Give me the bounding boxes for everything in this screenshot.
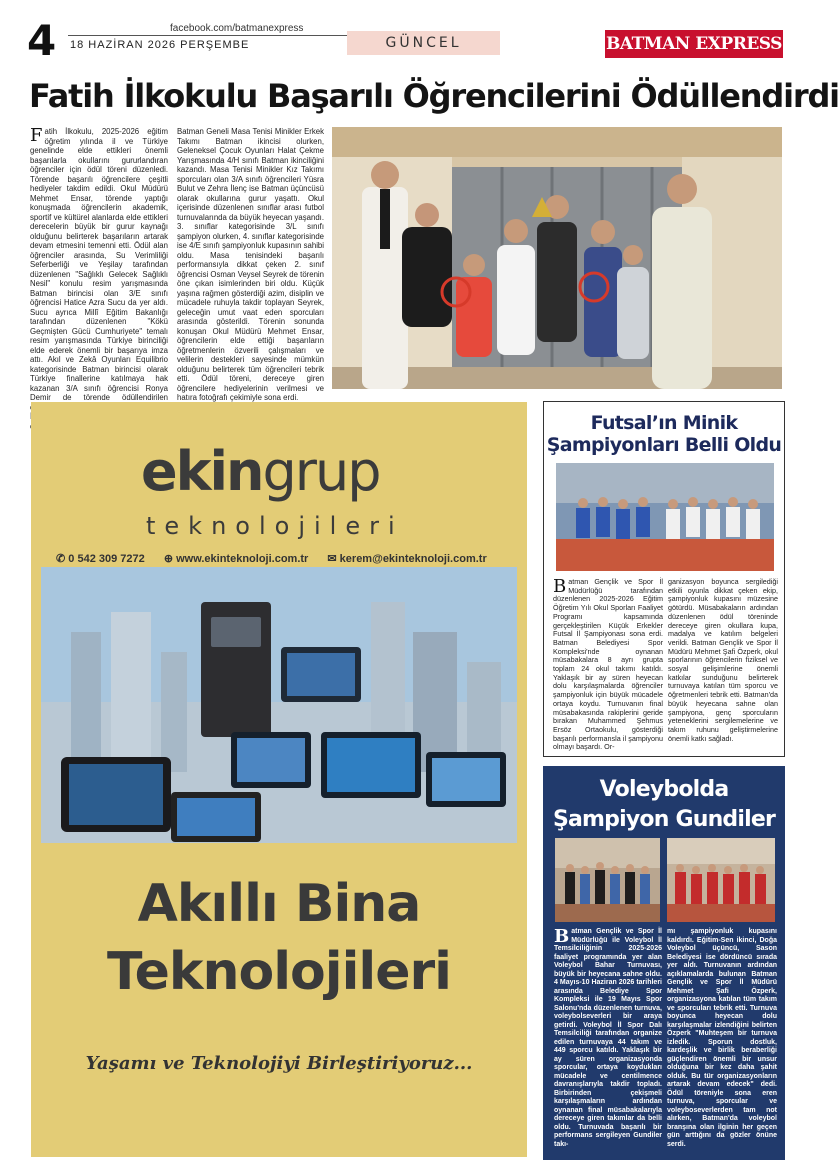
voleybol-headline-line-1: Voleybolda	[599, 777, 729, 802]
ekin-grup-logo	[141, 442, 379, 502]
mail-icon: ✉	[327, 553, 340, 565]
ad-email[interactable]: kerem@ekinteknoloji.com.tr	[339, 553, 487, 565]
futsal-column-2: ganizasyon boyunca sergilediği etkili oyunla dikkat çeken ekip, şampiyonluk kupasını müzesine götürdü. Müsabakaların ardından düzenlenen ödül töreninde dereceye giren okullara kupa, madalya ve katılım belgeleri verildi. Batman Gençlik ve Spor İl Müdürü Mehmet Şafi Özperk, okul sporlarının öğrencilerin fiziksel ve sosyal gelişimlerine önemli katkılar sunduğunu belirterek turnuvaya katılan tüm sporcu ve öğretmenleri tebrik etti. Batman'da büyük heyecana sahne olan şampiyona, genç sporcuların yeteneklerini sergilemelerine ve takım ruhunu geliştirmelerine önemli katkı sağladı.	[668, 577, 778, 743]
futsal-column-1	[553, 578, 663, 756]
voleybol-col1-text: atman Gençlik ve Spor İl Müdürlüğü ile Voleybol İl Temsilciliğinin 2025-2026 faaliyet programında yer alan Voleybol Bahar Turnuvası, büyük bir heyecana sahne oldu. 4 Mayıs-10 Haziran 2026 tarihleri arasında Belediye Spor Kompleksi ile 19 Mayıs Spor Salonu'nda düzenlenen turnuva, voleybolseverleri bir araya getirdi. Voleybol İl Spor Dalı Temsilciliği tarafından organize edilen turnuvaya 44 takım ve 449 sporcu katıldı. Yaklaşık bir ay süren organizasyonda sporcular, ortaya koydukları mücadele ve centilmence davranışlarıyla takdir topladı. Birbirinden çekişmeli karşılaşmaların ardından oynanan final müsabakalarıyla dereceye giren takımlar da belli oldu. Turnuvada başarılı bir performans sergileyen Gundiler takı-	[554, 928, 662, 1148]
award-ceremony-photo	[332, 127, 782, 389]
voleybol-drop-cap: B	[554, 926, 570, 947]
masthead-logo: BATMAN EXPRESS	[605, 30, 783, 58]
phone-icon: ✆	[56, 553, 69, 565]
brand-part1: ekin	[141, 440, 263, 503]
voleybol-ceremony-photo	[555, 838, 660, 922]
ekin-grup-advertisement[interactable]	[31, 402, 527, 1157]
issue-date: 18 HAZİRAN 2026 PERŞEMBE	[70, 39, 250, 51]
brand-part2: grup	[262, 440, 380, 503]
futsal-headline-line-1: Futsal’ın Minik	[590, 412, 738, 434]
voleybol-column-1	[554, 928, 662, 1156]
brand-subtitle: teknolojileri	[146, 512, 404, 540]
section-label: GÜNCEL	[347, 31, 500, 55]
futsal-col1-text: atman Gençlik ve Spor İl Müdürlüğü tarafından düzenlenen 2025-2026 Eğitim Öğretim Yılı Okul Sporları Faaliyet Programı kapsamında gerçekleştirilen Küçük Erkekler Futsal İl Şampiyonası sona erdi. Batman Belediyesi Spor Kompleksi'nde oynanan müsabakalara 8 ayrı grupta toplam 24 okul takımı katıldı. Yaklaşık bir ay süren heyecan dolu karşılaşmalarda öğrenciler şampiyonluk için büyük mücadele ortaya koydu. Turnuvanın final müsabakasında rakiplerini geride bırakan Muhammed Şehmus Ersöz Ortaokulu, gösterdiği başarılı performansla il şampiyonu olmayı başardı. Or-	[553, 577, 663, 752]
ad-tagline: Yaşamı ve Teknolojiyi Birleştiriyoruz...	[85, 1053, 473, 1074]
ad-slogan-line-1: Akıllı Bina	[137, 874, 421, 934]
page-number: 4	[27, 16, 57, 65]
lead-col1-text: atih İlkokulu, 2025-2026 eğitim öğretim yılında il ve Türkiye genelinde elde ettikleri önemli başarılarla okullarını gururlandıran öğrenciler için ödül töreni düzenledi. Törende başarılı öğrencilere çeşitli hediyeler takdim edildi. Okul Müdürü Mehmet Ensar, törende yaptığı konuşmada öğrencilerin akademik, sportif ve kültürel alanlarda elde ettikleri derecelerin büyük bir gurur kaynağı olduğunu belirterek başarıların artarak devam etmesini temenni etti. Ödül alan öğrenciler arasında, Su Verimliliği Seferberliği ve Yeşilay tarafından düzenlenen "Sağlıklı Gelecek Sağlıklı Nesil" konulu resim yarışmasında Batman birincisi olan 3/E sınıfı öğrencisi Hatice Azra Sucu da yer aldı. Sucu ayrıca Millî Eğitim Bakanlığı tarafından düzenlenen "Kökü Geçmişten Gücü Cumhuriyete" temalı resim yarışmasında Türkiye birinciliği elde ederek önemli bir başarıya imza attı. Akıl ve Zekâ Oyunları Equilibrio kategorisinde Batman birincisi olarak Türkiye finallerine katılmaya hak kazanan 3/A sınıfı öğrencisi Ronya Demir de törende ödüllendirilen	[30, 127, 168, 402]
futsal-headline	[544, 412, 784, 456]
futsal-team-photo	[556, 463, 774, 571]
ad-website[interactable]: www.ekinteknoloji.com.tr	[176, 553, 309, 565]
voleybol-article	[543, 766, 785, 1160]
ad-slogan-line-2: Teknolojileri	[107, 942, 451, 1002]
voleybol-headline-line-2: Şampiyon Gundiler	[552, 807, 776, 832]
lead-column-2: Batman Geneli Masa Tenisi Minikler Erkek Takımı Batman ikincisi olurken, Geleneksel Çocuk Oyunları Halat Çekme Yarışmasında 4/H sınıfı Batman ikinciliğini kazandı. Masa Tenisi Minikler Kız Takımı sporcuları olan 3/A sınıfı öğrencileri Yüsra Bulut ve Zehra İlenç ise Batman üçüncüsü olarak okullarına gurur yaşattı. Okul içerisinde düzenlenen sınıflar arası futbol turnuvalarında da büyük heyecan yaşandı. 3. sınıflar kategorisinde 3/L sınıfı şampiyon olurken, 4. sınıflar kategorisinde ise 4/E sınıfı şampiyonluk kupasının sahibi oldu. Masa tenisindeki başarılı performansıyla dikkat çeken 2. sınıf öğrencisi Osman Veysel Seyrek de törenin öne çıkan isimlerinden biri oldu. Küçük yaşına rağmen gösterdiği azim, disiplin ve mücadele ruhuyla takdir toplayan Seyrek, geleceğin umut vaat eden sporcuları arasında gösterildi. Törenin sonunda konuşan Okul Müdürü Mehmet Ensar, öğrencilerin elde ettiği başarıların öğretmenlerin özverili çalışmaları ve velilerin destekleri sayesinde mümkün olduğunu belirterek tüm öğrencileri tebrik etti. Ödül töreni, dereceye giren öğrencilere hediyelerinin verilmesi ve hatıra fotoğrafı çekimiyle sona erdi.	[177, 127, 324, 402]
facebook-link[interactable]: facebook.com/batmanexpress	[170, 23, 304, 34]
futsal-headline-line-2: Şampiyonları Belli Oldu	[546, 434, 782, 456]
header-rule	[68, 35, 348, 36]
ad-phone[interactable]: 0 542 309 7272	[68, 553, 145, 565]
globe-icon: ⊕	[163, 553, 177, 565]
futsal-article	[543, 401, 785, 757]
ad-contact-row	[46, 552, 512, 568]
voleybol-team-photo	[667, 838, 775, 922]
futsal-drop-cap: B	[553, 576, 567, 597]
lead-headline: Fatih İlkokulu Başarılı Öğrencilerini Ödüllendirdi	[29, 77, 839, 115]
voleybol-column-2: mı şampiyonluk kupasını kaldırdı. Eğitim-Sen ikinci, Doğa Voleybol üçüncü, Sason Belediyesi ise dördüncü sırada yer aldı. Turnuvanın ardından açıklamalarda bulunan Batman Gençlik ve Spor İl Müdürü Mehmet Şafi Özperk, organizasyona katılan tüm takım ve sporcuları tebrik etti. Turnuva boyunca heyecan dolu karşılaşmalar izlendiğini belirten Özperk "Muhteşem bir turnuva izledik. Sporun dostluk, kardeşlik ve birlik beraberliği güçlendiren önemli bir unsur olduğuna bir kez daha şahit olduk. Bu tür organizasyonların artarak devam edecek" dedi. Ödül töreniyle sona eren turnuva, sporcular ve voleyboseverlerden tam not alırken, Batman'da voleybol branşına olan ilginin her geçen gün arttığını da gözler önüne serdi.	[667, 928, 777, 1148]
lead-column-1	[30, 125, 168, 402]
voleybol-headline	[543, 775, 785, 835]
lead-drop-cap: F	[30, 125, 43, 146]
